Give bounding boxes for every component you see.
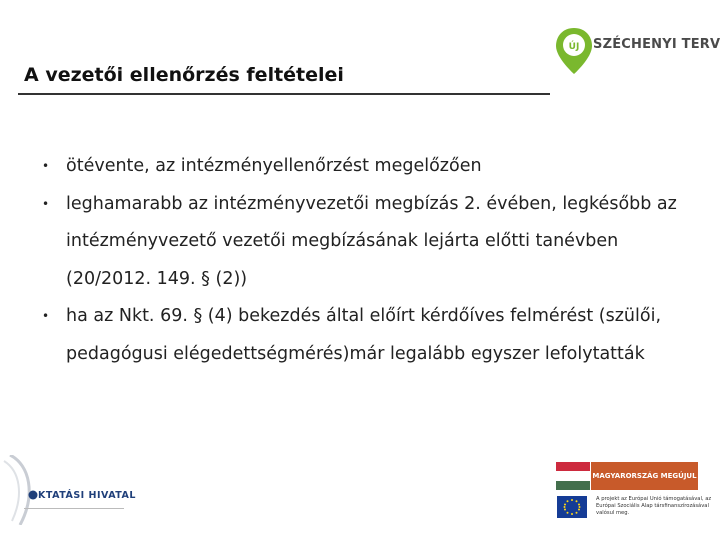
bullet-item xyxy=(40,186,700,299)
bullet-text: leghamarabb az intézményvezetői megbízás 2. évében, legkésőbb az intézményvezető vezetői megbízásának lejárta előtti tanévben (20/2012. 149. § (2)) xyxy=(66,193,677,289)
eu-funding-text: A projekt az Európai Unió támogatásával, az Európai Szociális Alap társfinanszírozásával valósul meg. xyxy=(596,496,712,516)
bullet-dot: • xyxy=(42,159,50,173)
slide-title: A vezetői ellenőrzés feltételei xyxy=(24,64,344,86)
location-pin-icon xyxy=(554,26,594,76)
bullet-dot: • xyxy=(42,196,50,211)
bullet-item xyxy=(40,298,700,373)
magyarorszag-megujul-text: MAGYARORSZÁG MEGÚJUL xyxy=(591,462,698,490)
bullet-list xyxy=(40,148,700,373)
szechenyi-terv-text: SZÉCHENYI TERV xyxy=(593,37,720,52)
bullet-dot: • xyxy=(42,309,50,323)
szechenyi-prefix: ÚJ xyxy=(568,42,580,52)
bullet-text: ha az Nkt. 69. § (4) bekezdés által előírt kérdőíves felmérést (szülői, pedagógusi elégedettségmérés)már legalább egyszer lefolytatták xyxy=(66,306,662,364)
eu-flag-icon xyxy=(557,496,587,518)
hungarian-flag-icon xyxy=(556,462,590,490)
bullet-item xyxy=(40,148,700,186)
oktatasi-hivatal-text: KTATÁSI HIVATAL xyxy=(38,490,136,501)
magyarorszag-megujul-logo xyxy=(556,462,698,490)
footer-divider xyxy=(24,508,124,509)
title-underline xyxy=(18,93,550,95)
bullet-text: ötévente, az intézményellenőrzést megelőzően xyxy=(66,156,482,176)
